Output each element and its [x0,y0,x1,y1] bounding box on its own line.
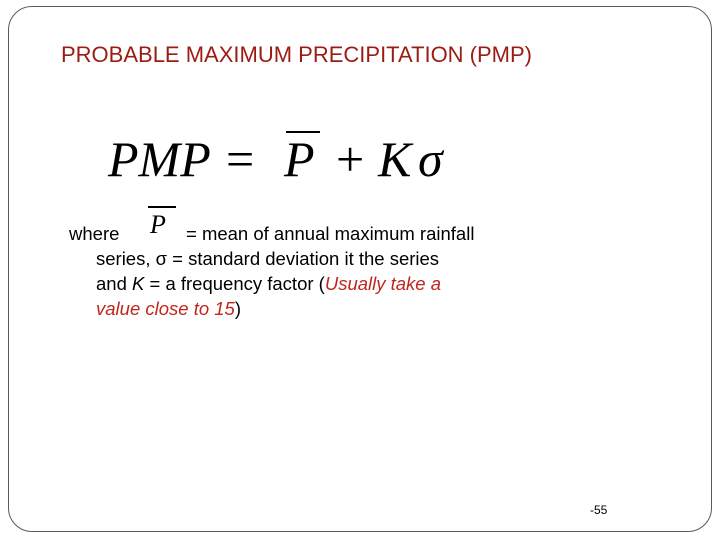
formula-k: K [378,131,412,187]
inline-mean-symbol [146,206,178,246]
formula-mean-p: P [284,131,315,187]
sigma-definition: series, σ = standard deviation it the series [96,248,440,269]
formula-plus: + [336,131,365,187]
definition-line-1-rest [186,221,474,246]
formula-sigma: σ [418,131,443,187]
formula-equals: = [226,131,255,187]
usual-value-note-cont: value close to 15 [96,298,235,319]
usual-value-note: Usually take a [324,273,442,294]
formula-pmp: PMP [108,131,211,187]
closing-paren: ) [234,298,242,319]
pmp-formula [108,129,468,189]
where-word: where [69,223,120,244]
definition-line-3 [96,271,441,296]
definition-line-2 [96,246,439,271]
mean-definition: = mean of annual maximum rainfall [186,223,475,244]
inline-mean-p: P [150,210,166,239]
k-symbol-text: K [132,273,145,294]
k-definition: = a frequency factor ( [144,273,325,294]
definition-line-4 [96,296,241,321]
definition-line-1 [69,221,119,246]
slide-title: PROBABLE MAXIMUM PRECIPITATION (PMP) [61,42,533,67]
inline-overbar [148,206,176,208]
page-number: -55 [590,503,608,517]
and-word: and [96,273,133,294]
